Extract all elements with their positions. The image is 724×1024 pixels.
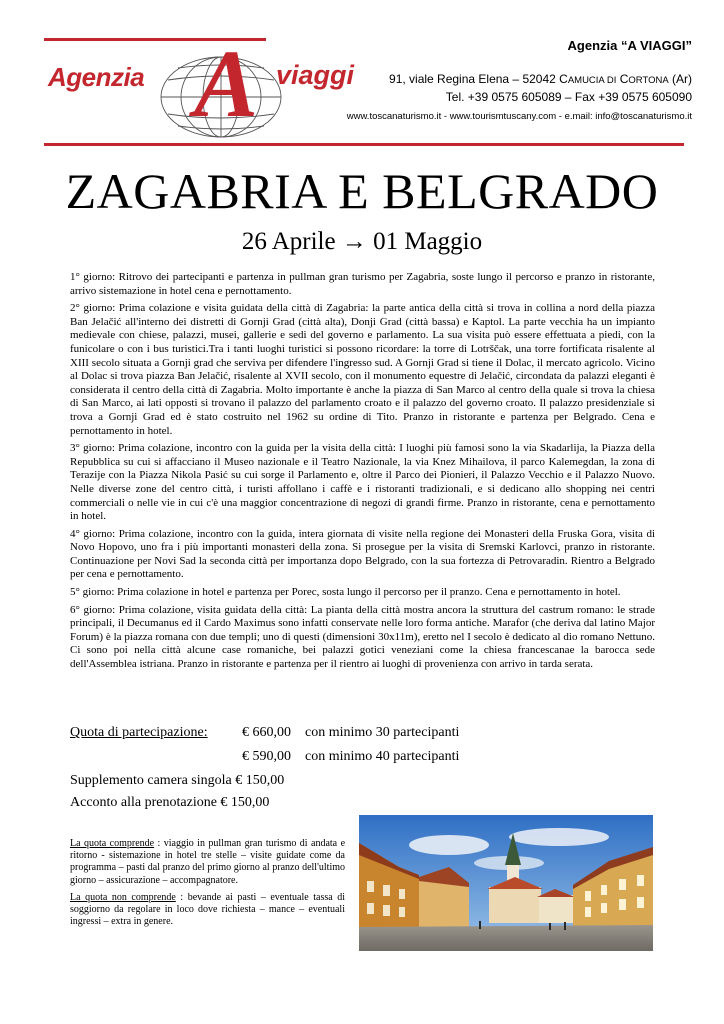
day-2: 2° giorno: Prima colazione e visita guidata della città di Zagabria: la parte antica della città si trova in collina a nord della piazza Ban Jelačić all'interno dei distretti di Gornji Grad (città alta), Donji Grad (città bassa) e Kaptol. La parte vecchia ha un impianto medievale con chiese, palazzi, musei, gallerie e sedi del governo e parlamento. La sua visita può essere effettuata a piedi, con la funicolare o con i bus turistici.Tra i tanti luoghi turistici si possono ricordare: la torre di Lotrščak, una torre fortificata risalente al XIII secolo situata a Gornji grad che serviva per difendere l'ingresso sud. A Gornji Grad si tiene il Dolac, il mercato agricolo. Vicino al Dolac si trova piazza Ban Jelačić, risalente al XVII secolo, con il monumento equestre di Jelačić, circondata da palazzi eleganti è considerata il centro della città di Zagabria. Molto importante è anche la piazza di San Marco al centro della quale si trova la chiesa di San Marco, ai lati opposti si trovano il palazzo del parlamento croato e il palazzo del governo croato. Il palazzo presidenziale si trova a Gornji Grad ed è stato costruito nel 1962 su ordine di Tito. Pranzo in ristorante e partenza per Belgrado. Cena e pernottamento in hotel. [70, 302, 655, 437]
min-40: con minimo 40 partecipanti [305, 749, 460, 764]
includes-text: : viaggio in pullman gran turismo di andata e ritorno - sistemazione in hotel tre stelle – visite guidate come da programma – pasti dal pranzo del primo giorno al pranzo dell'ultimo giorno – assicurazione – accompagnatore. [70, 838, 346, 886]
agency-name: Agenzia “A VIAGGI” [567, 38, 692, 53]
agency-web: www.toscanaturismo.it - www.tourismtuscany.com - e.mail: info@toscanaturismo.it [346, 111, 692, 122]
page-title: ZAGABRIA E BELGRADO [65, 163, 659, 219]
includes [70, 838, 345, 887]
logo-word-right: viaggi [276, 60, 355, 90]
logo-word-left: Agenzia [48, 62, 145, 92]
price-40: € 590,00 [242, 749, 291, 764]
day-4: 4° giorno: Prima colazione, incontro con la guida, intera giornata di visite nella regione dei Monasteri della Fruska Gora, visita di Novo Hopovo, uno fra i più importanti monasteri della zona. Si prosegue per la visita di Sremski Karlovci, pranzo in ristorante. Continuazione per Novi Sad la seconda città per importanza dopo Belgrado, con la sua fortezza di Petrovaradin. Rientro a Belgrado per cena e pernottamento. [70, 527, 655, 581]
excludes-label: La quota non comprende [70, 891, 176, 903]
town-square-photo [359, 815, 653, 951]
includes-label: La quota comprende [70, 838, 155, 849]
excludes-text: : bevande ai pasti – eventuale tassa di soggiorno da regolare in loco dove richiesta – mance – eventuali ingressi – extra in genere. [70, 891, 346, 928]
logo-letter: A [194, 30, 259, 137]
day-1: 1° giorno: Ritrovo dei partecipanti e partenza in pullman gran turismo per Zagabria, soste lungo il percorso e pranzo in ristorante, arrivo sistemazione in hotel cena e pernottamento. [70, 271, 655, 297]
agency-phone: Tel. +39 0575 605089 – Fax +39 0575 605090 [445, 90, 692, 104]
agency-address: 91, viale Regina Elena – 52042 CAMUCIA DI CORTONA (Ar) [389, 72, 692, 86]
min-30: con minimo 30 partecipanti [305, 725, 460, 740]
excludes [70, 892, 345, 929]
agency-logo [44, 30, 364, 144]
price-30: € 660,00 [242, 725, 291, 740]
single-supplement: Supplemento camera singola € 150,00 [70, 773, 285, 788]
day-3: 3° giorno: Prima colazione, incontro con la guida per la visita della città: I luoghi più famosi sono la via Skadarlija, la Piazza della Repubblica su cui si affacciano il Museo nazionale e il Teatro Nazionale, la via Knez Mihailova, il parco Kalemegdan, la zona di Terazije con la Piazza Nikola Pasić su cui sorge il Parlamento e, oltre il Parco dei Pionieri, il Palazzo Vecchio e il Palazzo Nuovo. Nelle diverse zone del centro città, i turisti affollano i caffè e i ristoranti tradizionali, e si dedicano allo shopping nei centri commerciali o nelle vie in cui c'è una maggior concentrazione di negozi di grandi firme. Pranzo in ristorante, cena e pernottamento in hotel. [70, 442, 655, 523]
trip-dates: 26 Aprile → 01 Maggio [241, 228, 483, 255]
fare-info [70, 838, 345, 933]
day-5: 5° giorno: Prima colazione in hotel e partenza per Porec, sosta lungo il percorso per il pranzo. Cena e pernottamento in hotel. [70, 586, 621, 599]
deposit: Acconto alla prenotazione € 150,00 [70, 795, 270, 810]
itinerary [70, 271, 655, 676]
quota-label: Quota di partecipazione: [70, 725, 208, 740]
day-6: 6° giorno: Prima colazione, visita guidata della città: La pianta della città mostra ancora la struttura del castrum romano: le strade principali, il Decumanus ed il Cardo Maximus sono infatti conservate nelle loro forma antiche. Marafor (che deriva dal latino Major Forum) è la piazza romana con due templi; uno di questi (dimensioni 30x11m), eretto nel I secolo è dedicato al dio romano Nettuno. Ci sono poi nella città alcune case romaniche, bei palazzi gotici veneziani come la chiesa francescanae la barocca sede dell'Assemblea istriana. Pranzo in ristorante e partenza per il rientro ai luoghi di provenienza con arrivo in tarda serata. [70, 603, 655, 671]
